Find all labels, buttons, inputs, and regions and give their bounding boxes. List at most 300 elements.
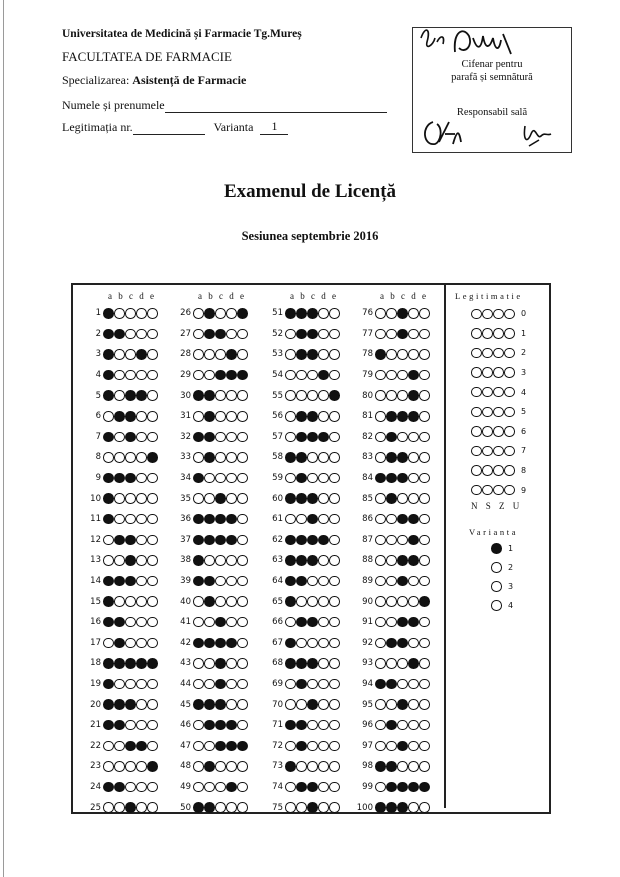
answer-bubble-b[interactable] bbox=[204, 370, 215, 381]
answer-bubble-a[interactable] bbox=[375, 761, 386, 772]
answer-bubble-a[interactable] bbox=[193, 493, 204, 504]
answer-bubble-a[interactable] bbox=[103, 555, 114, 566]
answer-bubble-b[interactable] bbox=[204, 782, 215, 793]
answer-bubble-e[interactable] bbox=[329, 452, 340, 463]
answer-bubble-a[interactable] bbox=[375, 576, 386, 587]
answer-bubble-e[interactable] bbox=[237, 329, 248, 340]
answer-bubble-b[interactable] bbox=[204, 308, 215, 319]
answer-bubble-c[interactable] bbox=[307, 576, 318, 587]
answer-bubble-a[interactable] bbox=[285, 596, 296, 607]
answer-bubble-b[interactable] bbox=[296, 555, 307, 566]
answer-bubble-a[interactable] bbox=[103, 679, 114, 690]
answer-bubble-e[interactable] bbox=[147, 535, 158, 546]
answer-bubble-c[interactable] bbox=[307, 473, 318, 484]
answer-bubble-d[interactable] bbox=[136, 658, 147, 669]
answer-bubble-e[interactable] bbox=[237, 699, 248, 710]
answer-bubble-a[interactable] bbox=[103, 617, 114, 628]
answer-bubble-b[interactable] bbox=[204, 741, 215, 752]
answer-bubble-d[interactable] bbox=[136, 535, 147, 546]
answer-bubble-a[interactable] bbox=[103, 432, 114, 443]
answer-bubble-c[interactable] bbox=[215, 658, 226, 669]
answer-bubble-c[interactable] bbox=[397, 761, 408, 772]
answer-bubble-a[interactable] bbox=[103, 514, 114, 525]
answer-bubble-e[interactable] bbox=[147, 576, 158, 587]
answer-bubble-e[interactable] bbox=[147, 741, 158, 752]
legitimatie-bubble[interactable] bbox=[504, 407, 515, 418]
answer-bubble-a[interactable] bbox=[375, 370, 386, 381]
answer-bubble-e[interactable] bbox=[237, 452, 248, 463]
answer-bubble-d[interactable] bbox=[318, 555, 329, 566]
answer-bubble-d[interactable] bbox=[136, 679, 147, 690]
answer-bubble-c[interactable] bbox=[307, 679, 318, 690]
answer-bubble-a[interactable] bbox=[103, 329, 114, 340]
answer-bubble-b[interactable] bbox=[296, 329, 307, 340]
answer-bubble-e[interactable] bbox=[329, 493, 340, 504]
answer-bubble-e[interactable] bbox=[237, 411, 248, 422]
answer-bubble-b[interactable] bbox=[386, 535, 397, 546]
answer-bubble-b[interactable] bbox=[386, 638, 397, 649]
answer-bubble-c[interactable] bbox=[215, 390, 226, 401]
answer-bubble-b[interactable] bbox=[204, 473, 215, 484]
answer-bubble-e[interactable] bbox=[329, 802, 340, 813]
legitimatie-bubble[interactable] bbox=[493, 465, 504, 476]
answer-bubble-c[interactable] bbox=[307, 349, 318, 360]
answer-bubble-a[interactable] bbox=[103, 658, 114, 669]
answer-bubble-e[interactable] bbox=[329, 473, 340, 484]
answer-bubble-d[interactable] bbox=[318, 349, 329, 360]
answer-bubble-c[interactable] bbox=[397, 390, 408, 401]
answer-bubble-b[interactable] bbox=[296, 782, 307, 793]
answer-bubble-d[interactable] bbox=[226, 555, 237, 566]
answer-bubble-e[interactable] bbox=[419, 308, 430, 319]
answer-bubble-e[interactable] bbox=[329, 720, 340, 731]
answer-bubble-b[interactable] bbox=[114, 535, 125, 546]
answer-bubble-d[interactable] bbox=[318, 432, 329, 443]
answer-bubble-d[interactable] bbox=[318, 617, 329, 628]
answer-bubble-d[interactable] bbox=[408, 802, 419, 813]
answer-bubble-b[interactable] bbox=[296, 658, 307, 669]
answer-bubble-b[interactable] bbox=[386, 473, 397, 484]
answer-bubble-d[interactable] bbox=[318, 535, 329, 546]
answer-bubble-b[interactable] bbox=[386, 782, 397, 793]
answer-bubble-a[interactable] bbox=[193, 452, 204, 463]
answer-bubble-d[interactable] bbox=[408, 576, 419, 587]
answer-bubble-c[interactable] bbox=[397, 370, 408, 381]
answer-bubble-d[interactable] bbox=[408, 658, 419, 669]
answer-bubble-e[interactable] bbox=[237, 782, 248, 793]
answer-bubble-b[interactable] bbox=[386, 452, 397, 463]
answer-bubble-b[interactable] bbox=[296, 349, 307, 360]
answer-bubble-c[interactable] bbox=[307, 720, 318, 731]
answer-bubble-c[interactable] bbox=[307, 514, 318, 525]
answer-bubble-e[interactable] bbox=[147, 473, 158, 484]
answer-bubble-e[interactable] bbox=[419, 493, 430, 504]
answer-bubble-a[interactable] bbox=[103, 638, 114, 649]
answer-bubble-a[interactable] bbox=[375, 390, 386, 401]
answer-bubble-c[interactable] bbox=[307, 493, 318, 504]
legitimatie-bubble[interactable] bbox=[493, 426, 504, 437]
answer-bubble-c[interactable] bbox=[397, 782, 408, 793]
answer-bubble-e[interactable] bbox=[237, 679, 248, 690]
answer-bubble-d[interactable] bbox=[408, 782, 419, 793]
answer-bubble-e[interactable] bbox=[329, 514, 340, 525]
answer-bubble-b[interactable] bbox=[296, 473, 307, 484]
answer-bubble-d[interactable] bbox=[408, 555, 419, 566]
answer-bubble-a[interactable] bbox=[375, 720, 386, 731]
answer-bubble-a[interactable] bbox=[285, 576, 296, 587]
answer-bubble-e[interactable] bbox=[147, 596, 158, 607]
answer-bubble-a[interactable] bbox=[193, 514, 204, 525]
answer-bubble-d[interactable] bbox=[408, 617, 419, 628]
answer-bubble-a[interactable] bbox=[103, 782, 114, 793]
answer-bubble-e[interactable] bbox=[237, 535, 248, 546]
legitimatie-bubble[interactable] bbox=[493, 328, 504, 339]
varianta-bubble[interactable] bbox=[491, 600, 502, 611]
legitimatie-bubble[interactable] bbox=[504, 328, 515, 339]
legitimatie-bubble[interactable] bbox=[471, 465, 482, 476]
legitimatie-bubble[interactable] bbox=[493, 407, 504, 418]
answer-bubble-b[interactable] bbox=[296, 699, 307, 710]
answer-bubble-e[interactable] bbox=[237, 493, 248, 504]
answer-bubble-d[interactable] bbox=[136, 514, 147, 525]
answer-bubble-d[interactable] bbox=[136, 596, 147, 607]
answer-bubble-c[interactable] bbox=[125, 555, 136, 566]
answer-bubble-c[interactable] bbox=[125, 349, 136, 360]
answer-bubble-c[interactable] bbox=[307, 432, 318, 443]
answer-bubble-a[interactable] bbox=[193, 308, 204, 319]
answer-bubble-c[interactable] bbox=[215, 741, 226, 752]
varianta-bubble[interactable] bbox=[491, 562, 502, 573]
varianta-bubble[interactable] bbox=[491, 543, 502, 554]
answer-bubble-a[interactable] bbox=[285, 699, 296, 710]
legitimatie-bubble[interactable] bbox=[504, 446, 515, 457]
answer-bubble-b[interactable] bbox=[386, 576, 397, 587]
answer-bubble-c[interactable] bbox=[397, 329, 408, 340]
answer-bubble-c[interactable] bbox=[307, 452, 318, 463]
answer-bubble-e[interactable] bbox=[237, 514, 248, 525]
answer-bubble-c[interactable] bbox=[125, 576, 136, 587]
answer-bubble-e[interactable] bbox=[237, 308, 248, 319]
answer-bubble-c[interactable] bbox=[397, 308, 408, 319]
answer-bubble-c[interactable] bbox=[215, 349, 226, 360]
answer-bubble-b[interactable] bbox=[114, 658, 125, 669]
answer-bubble-e[interactable] bbox=[147, 514, 158, 525]
answer-bubble-d[interactable] bbox=[318, 411, 329, 422]
legitimatie-bubble[interactable] bbox=[482, 387, 493, 398]
answer-bubble-b[interactable] bbox=[204, 349, 215, 360]
answer-bubble-e[interactable] bbox=[419, 349, 430, 360]
answer-bubble-d[interactable] bbox=[226, 761, 237, 772]
answer-bubble-a[interactable] bbox=[193, 782, 204, 793]
answer-bubble-c[interactable] bbox=[215, 699, 226, 710]
answer-bubble-b[interactable] bbox=[296, 308, 307, 319]
answer-bubble-e[interactable] bbox=[147, 761, 158, 772]
answer-bubble-d[interactable] bbox=[226, 782, 237, 793]
answer-bubble-d[interactable] bbox=[408, 473, 419, 484]
answer-bubble-d[interactable] bbox=[408, 535, 419, 546]
answer-bubble-b[interactable] bbox=[114, 596, 125, 607]
answer-bubble-d[interactable] bbox=[408, 390, 419, 401]
answer-bubble-b[interactable] bbox=[386, 720, 397, 731]
answer-bubble-b[interactable] bbox=[204, 329, 215, 340]
answer-bubble-d[interactable] bbox=[408, 411, 419, 422]
answer-bubble-d[interactable] bbox=[408, 452, 419, 463]
answer-bubble-c[interactable] bbox=[125, 493, 136, 504]
answer-bubble-c[interactable] bbox=[397, 411, 408, 422]
answer-bubble-c[interactable] bbox=[125, 411, 136, 422]
answer-bubble-d[interactable] bbox=[408, 699, 419, 710]
answer-bubble-c[interactable] bbox=[125, 535, 136, 546]
answer-bubble-b[interactable] bbox=[204, 432, 215, 443]
answer-bubble-a[interactable] bbox=[285, 555, 296, 566]
answer-bubble-e[interactable] bbox=[329, 761, 340, 772]
answer-bubble-d[interactable] bbox=[226, 679, 237, 690]
answer-bubble-a[interactable] bbox=[285, 638, 296, 649]
answer-bubble-b[interactable] bbox=[114, 349, 125, 360]
answer-bubble-c[interactable] bbox=[397, 596, 408, 607]
answer-bubble-a[interactable] bbox=[375, 617, 386, 628]
answer-bubble-e[interactable] bbox=[329, 679, 340, 690]
answer-bubble-b[interactable] bbox=[386, 596, 397, 607]
answer-bubble-e[interactable] bbox=[147, 617, 158, 628]
answer-bubble-e[interactable] bbox=[147, 658, 158, 669]
answer-bubble-c[interactable] bbox=[125, 720, 136, 731]
answer-bubble-b[interactable] bbox=[114, 802, 125, 813]
answer-bubble-d[interactable] bbox=[318, 658, 329, 669]
answer-bubble-b[interactable] bbox=[114, 679, 125, 690]
answer-bubble-d[interactable] bbox=[408, 370, 419, 381]
legitimatie-bubble[interactable] bbox=[482, 309, 493, 320]
answer-bubble-e[interactable] bbox=[419, 555, 430, 566]
answer-bubble-a[interactable] bbox=[285, 535, 296, 546]
answer-bubble-a[interactable] bbox=[285, 329, 296, 340]
answer-bubble-c[interactable] bbox=[215, 761, 226, 772]
answer-bubble-e[interactable] bbox=[419, 432, 430, 443]
answer-bubble-a[interactable] bbox=[375, 452, 386, 463]
legitimatie-bubble[interactable] bbox=[482, 485, 493, 496]
answer-bubble-a[interactable] bbox=[375, 514, 386, 525]
answer-bubble-c[interactable] bbox=[397, 535, 408, 546]
answer-bubble-d[interactable] bbox=[318, 308, 329, 319]
answer-bubble-e[interactable] bbox=[419, 370, 430, 381]
answer-bubble-c[interactable] bbox=[125, 761, 136, 772]
answer-bubble-a[interactable] bbox=[193, 720, 204, 731]
answer-bubble-d[interactable] bbox=[318, 514, 329, 525]
answer-bubble-c[interactable] bbox=[397, 432, 408, 443]
answer-bubble-e[interactable] bbox=[329, 432, 340, 443]
answer-bubble-d[interactable] bbox=[226, 349, 237, 360]
answer-bubble-c[interactable] bbox=[215, 576, 226, 587]
legitimatie-bubble[interactable] bbox=[482, 446, 493, 457]
answer-bubble-b[interactable] bbox=[296, 576, 307, 587]
answer-bubble-d[interactable] bbox=[318, 720, 329, 731]
answer-bubble-d[interactable] bbox=[408, 596, 419, 607]
answer-bubble-d[interactable] bbox=[408, 329, 419, 340]
answer-bubble-e[interactable] bbox=[147, 370, 158, 381]
answer-bubble-c[interactable] bbox=[125, 370, 136, 381]
name-field[interactable] bbox=[165, 112, 387, 113]
answer-bubble-b[interactable] bbox=[386, 411, 397, 422]
answer-bubble-d[interactable] bbox=[136, 390, 147, 401]
answer-bubble-a[interactable] bbox=[285, 720, 296, 731]
answer-bubble-d[interactable] bbox=[408, 308, 419, 319]
answer-bubble-e[interactable] bbox=[329, 638, 340, 649]
answer-bubble-e[interactable] bbox=[237, 761, 248, 772]
answer-bubble-a[interactable] bbox=[193, 576, 204, 587]
answer-bubble-e[interactable] bbox=[237, 473, 248, 484]
answer-bubble-e[interactable] bbox=[419, 329, 430, 340]
answer-bubble-c[interactable] bbox=[307, 308, 318, 319]
answer-bubble-b[interactable] bbox=[114, 473, 125, 484]
answer-bubble-b[interactable] bbox=[296, 741, 307, 752]
answer-bubble-a[interactable] bbox=[103, 535, 114, 546]
answer-bubble-b[interactable] bbox=[386, 658, 397, 669]
answer-bubble-d[interactable] bbox=[226, 802, 237, 813]
answer-bubble-b[interactable] bbox=[386, 329, 397, 340]
answer-bubble-c[interactable] bbox=[215, 596, 226, 607]
legitimatie-bubble[interactable] bbox=[493, 309, 504, 320]
answer-bubble-b[interactable] bbox=[296, 432, 307, 443]
answer-bubble-a[interactable] bbox=[193, 329, 204, 340]
answer-bubble-e[interactable] bbox=[419, 411, 430, 422]
legitimatie-bubble[interactable] bbox=[482, 407, 493, 418]
answer-bubble-a[interactable] bbox=[375, 638, 386, 649]
answer-bubble-a[interactable] bbox=[193, 699, 204, 710]
answer-bubble-b[interactable] bbox=[204, 679, 215, 690]
answer-bubble-d[interactable] bbox=[226, 658, 237, 669]
answer-bubble-b[interactable] bbox=[386, 699, 397, 710]
legitimatie-bubble[interactable] bbox=[504, 309, 515, 320]
answer-bubble-a[interactable] bbox=[375, 596, 386, 607]
legitimatie-bubble[interactable] bbox=[482, 328, 493, 339]
answer-bubble-a[interactable] bbox=[375, 658, 386, 669]
answer-bubble-d[interactable] bbox=[226, 596, 237, 607]
answer-bubble-b[interactable] bbox=[386, 761, 397, 772]
legitimatie-bubble[interactable] bbox=[504, 465, 515, 476]
answer-bubble-d[interactable] bbox=[318, 329, 329, 340]
answer-bubble-d[interactable] bbox=[226, 493, 237, 504]
answer-bubble-e[interactable] bbox=[329, 370, 340, 381]
answer-bubble-e[interactable] bbox=[237, 638, 248, 649]
answer-bubble-a[interactable] bbox=[375, 535, 386, 546]
answer-bubble-b[interactable] bbox=[296, 514, 307, 525]
legitimatie-bubble[interactable] bbox=[471, 387, 482, 398]
answer-bubble-b[interactable] bbox=[296, 720, 307, 731]
answer-bubble-e[interactable] bbox=[419, 761, 430, 772]
answer-bubble-c[interactable] bbox=[215, 535, 226, 546]
answer-bubble-c[interactable] bbox=[125, 329, 136, 340]
answer-bubble-a[interactable] bbox=[103, 473, 114, 484]
answer-bubble-b[interactable] bbox=[114, 452, 125, 463]
legitimatie-bubble[interactable] bbox=[471, 426, 482, 437]
answer-bubble-b[interactable] bbox=[204, 411, 215, 422]
answer-bubble-c[interactable] bbox=[215, 370, 226, 381]
answer-bubble-a[interactable] bbox=[375, 699, 386, 710]
answer-bubble-a[interactable] bbox=[285, 370, 296, 381]
answer-bubble-d[interactable] bbox=[318, 802, 329, 813]
answer-bubble-a[interactable] bbox=[285, 761, 296, 772]
answer-bubble-d[interactable] bbox=[136, 555, 147, 566]
answer-bubble-a[interactable] bbox=[193, 802, 204, 813]
answer-bubble-b[interactable] bbox=[204, 576, 215, 587]
answer-bubble-c[interactable] bbox=[397, 699, 408, 710]
legitimatie-bubble[interactable] bbox=[504, 367, 515, 378]
answer-bubble-a[interactable] bbox=[193, 741, 204, 752]
answer-bubble-b[interactable] bbox=[204, 535, 215, 546]
answer-bubble-c[interactable] bbox=[125, 452, 136, 463]
answer-bubble-a[interactable] bbox=[375, 741, 386, 752]
answer-bubble-e[interactable] bbox=[329, 349, 340, 360]
answer-bubble-c[interactable] bbox=[397, 576, 408, 587]
answer-bubble-e[interactable] bbox=[147, 493, 158, 504]
answer-bubble-b[interactable] bbox=[204, 452, 215, 463]
answer-bubble-a[interactable] bbox=[285, 473, 296, 484]
answer-bubble-b[interactable] bbox=[386, 308, 397, 319]
legitimatie-bubble[interactable] bbox=[471, 367, 482, 378]
answer-bubble-c[interactable] bbox=[125, 679, 136, 690]
answer-bubble-e[interactable] bbox=[147, 782, 158, 793]
answer-bubble-e[interactable] bbox=[147, 390, 158, 401]
answer-bubble-b[interactable] bbox=[296, 370, 307, 381]
answer-bubble-a[interactable] bbox=[285, 349, 296, 360]
answer-bubble-a[interactable] bbox=[375, 679, 386, 690]
answer-bubble-c[interactable] bbox=[397, 493, 408, 504]
answer-bubble-d[interactable] bbox=[136, 370, 147, 381]
answer-bubble-b[interactable] bbox=[204, 596, 215, 607]
answer-bubble-a[interactable] bbox=[103, 761, 114, 772]
answer-bubble-c[interactable] bbox=[215, 617, 226, 628]
answer-bubble-d[interactable] bbox=[408, 493, 419, 504]
answer-bubble-e[interactable] bbox=[147, 802, 158, 813]
answer-bubble-b[interactable] bbox=[386, 617, 397, 628]
answer-bubble-d[interactable] bbox=[318, 699, 329, 710]
answer-bubble-a[interactable] bbox=[103, 390, 114, 401]
answer-bubble-e[interactable] bbox=[147, 411, 158, 422]
answer-bubble-b[interactable] bbox=[114, 638, 125, 649]
answer-bubble-e[interactable] bbox=[329, 699, 340, 710]
answer-bubble-d[interactable] bbox=[226, 432, 237, 443]
answer-bubble-d[interactable] bbox=[226, 390, 237, 401]
answer-bubble-b[interactable] bbox=[296, 761, 307, 772]
answer-bubble-a[interactable] bbox=[193, 555, 204, 566]
variant-field[interactable]: 1 bbox=[260, 119, 288, 135]
answer-bubble-b[interactable] bbox=[204, 638, 215, 649]
answer-bubble-b[interactable] bbox=[204, 555, 215, 566]
answer-bubble-e[interactable] bbox=[237, 617, 248, 628]
answer-bubble-b[interactable] bbox=[386, 802, 397, 813]
answer-bubble-b[interactable] bbox=[114, 699, 125, 710]
answer-bubble-b[interactable] bbox=[386, 555, 397, 566]
answer-bubble-b[interactable] bbox=[114, 390, 125, 401]
answer-bubble-e[interactable] bbox=[419, 679, 430, 690]
answer-bubble-c[interactable] bbox=[397, 514, 408, 525]
answer-bubble-e[interactable] bbox=[329, 741, 340, 752]
answer-bubble-e[interactable] bbox=[237, 349, 248, 360]
answer-bubble-c[interactable] bbox=[125, 658, 136, 669]
answer-bubble-e[interactable] bbox=[329, 390, 340, 401]
answer-bubble-c[interactable] bbox=[397, 720, 408, 731]
answer-bubble-a[interactable] bbox=[193, 432, 204, 443]
legitimatie-bubble[interactable] bbox=[482, 348, 493, 359]
answer-bubble-d[interactable] bbox=[136, 452, 147, 463]
answer-bubble-e[interactable] bbox=[419, 390, 430, 401]
answer-bubble-a[interactable] bbox=[375, 802, 386, 813]
answer-bubble-a[interactable] bbox=[103, 576, 114, 587]
answer-bubble-e[interactable] bbox=[419, 699, 430, 710]
answer-bubble-d[interactable] bbox=[226, 741, 237, 752]
answer-bubble-d[interactable] bbox=[318, 741, 329, 752]
answer-bubble-e[interactable] bbox=[419, 596, 430, 607]
